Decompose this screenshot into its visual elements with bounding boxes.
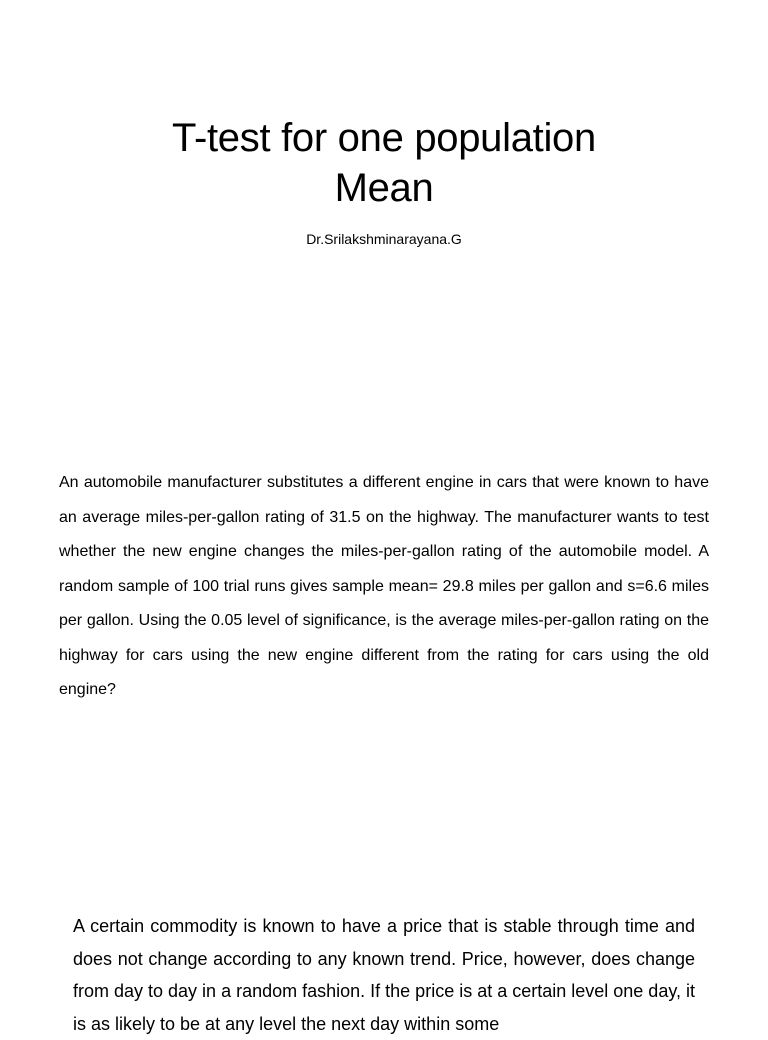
slide-title-line-2: Mean bbox=[334, 166, 434, 210]
author-name: Dr.Srilakshminarayana.G bbox=[306, 231, 462, 247]
problem-paragraph-1: An automobile manufacturer substitutes a different engine in cars that were known to have an average miles-per-gallon rating of 31.5 on the highway. The manufacturer wants to test whether the new engine changes the miles-per-gallon rating of the automobile model. A random sample of 100 trial runs gives sample mean= 29.8 miles per gallon and s=6.6 miles per gallon. Using the 0.05 level of significance, is the average miles-per-gallon rating on the highway for cars using the new engine different from the rating for cars using the old engine? bbox=[59, 474, 709, 698]
problem-paragraph-2: A certain commodity is known to have a price that is stable through time and does not change according to any known trend. Price, however, does change from day to day in a random fashion. If the price is at a certain level one day, it is as likely to be at any level the next day within some bbox=[73, 916, 695, 1034]
slide-title bbox=[0, 113, 768, 213]
slide-title-line-1: T-test for one population bbox=[172, 116, 596, 160]
